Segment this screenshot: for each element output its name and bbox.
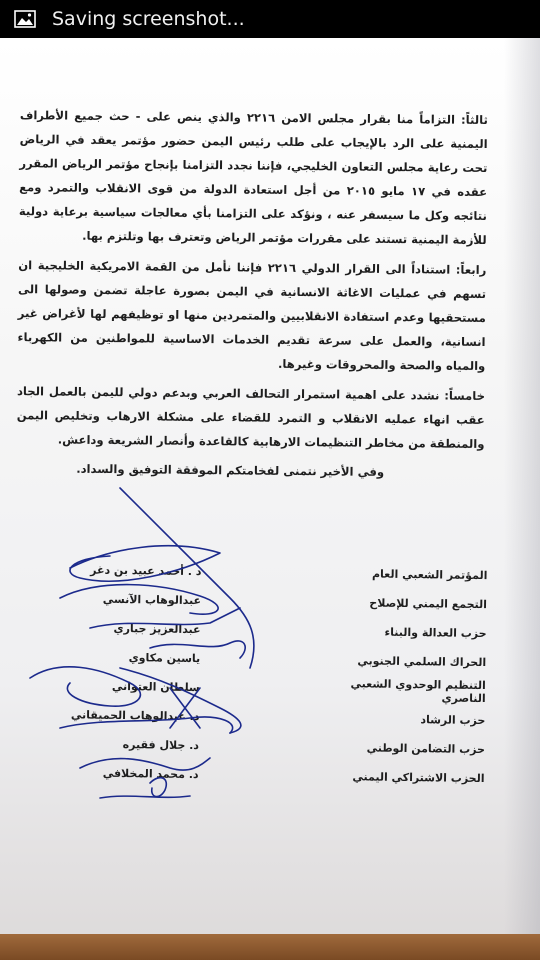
signer-name: د . أحمد عبيد بن دغر [90, 563, 202, 579]
party-name: التنظيم الوحدوي الشعبي الناصري [350, 676, 486, 705]
status-bar [0, 0, 540, 38]
signatories-table [38, 555, 487, 793]
wooden-table-edge [0, 934, 540, 960]
signer-name: سلطان العتواني [111, 679, 200, 695]
party-name: حزب التضامن الوطني [366, 741, 486, 757]
signer-name: ياسين مكاوي [128, 651, 201, 666]
signer-name: د. جلال فقيره [122, 738, 200, 753]
party-name: حزب الرشاد [420, 713, 486, 728]
signer-name: د. محمد المخلافي [102, 766, 199, 782]
signer-name: عبدالوهاب الآنسي [102, 592, 202, 608]
paragraph-fifth: خامساً: نشدد على اهمية استمرار التحالف العربي وبدعم دولي لليمن بالعمل الجاد عقب انهاء عمليه الانقلاب و التمرد للقضاء على مشكلة الارهاب وتخليص اليمن والمنطقة من مخاطر التنظيمات الارهابية كالقاعدة وأنصار الشريعة وداعش. [16, 384, 486, 451]
paper-edge-shadow [504, 38, 540, 960]
closing-line: وفي الأخير نتمنى لفخامتكم الموفقة التوفيق والسداد. [76, 461, 385, 479]
paragraph-fourth: رابعاً: استناداً الى القرار الدولي ٢٢١٦ فإننا نأمل من القمة الامريكية الخليجية ان تسهم في عمليات الاغاثة الانسانية في اليمن بصورة عاجلة تضمن وصولها الى مستحقيها وعدم استفادة الانقلابيين والمتمردين منها او توظيفهم لها لأغراض غير انسانية، والعمل على سرعة تقديم الخدمات الاساسية للمواطنين من الكهرباء والمياه والصحة والمحروقات وغيرها. [17, 258, 487, 373]
letter-body [16, 103, 488, 480]
signature-stroke [100, 796, 190, 798]
party-name: الحزب الاشتراكي اليمني [352, 770, 485, 786]
party-name: التجمع اليمني للإصلاح [369, 596, 488, 612]
party-name: المؤتمر الشعبي العام [371, 567, 488, 583]
paragraph-third: ثالثاً: التزاماً منا بقرار مجلس الامن ٢٢١٦ والذي ينص على - حث جميع الأطراف اليمنية على الرد بالإيجاب على طلب رئيس اليمن حضور مؤتمر يعقد في الرياض تحت رعاية مجلس التعاون الخليجي، فإننا نجدد التزامنا بإنجاح مؤتمر الرياض المقرر عقده في ١٧ مايو ٢٠١٥ من أجل استعادة الدولة من قوى الانقلاب والتمرد ومع نتائجه وكل ما سيسفر عنه ، ونؤكد على التزامنا بأي معالجات سياسية برعاية دولية للأزمة اليمنية تستند على مقررات مؤتمر الرياض وتعترف بها وتلتزم بها. [18, 108, 488, 247]
party-name: الحراك السلمي الجنوبي [357, 654, 487, 670]
signer-name: د. عبدالوهاب الحميقاني [70, 708, 200, 724]
party-name: حزب العدالة والبناء [384, 625, 487, 641]
image-icon [14, 10, 36, 28]
signatory-row [38, 758, 484, 793]
signer-name: عبدالعزيز جباري [113, 621, 201, 637]
status-title: Saving screenshot... [52, 8, 245, 30]
document-photo [0, 38, 540, 960]
